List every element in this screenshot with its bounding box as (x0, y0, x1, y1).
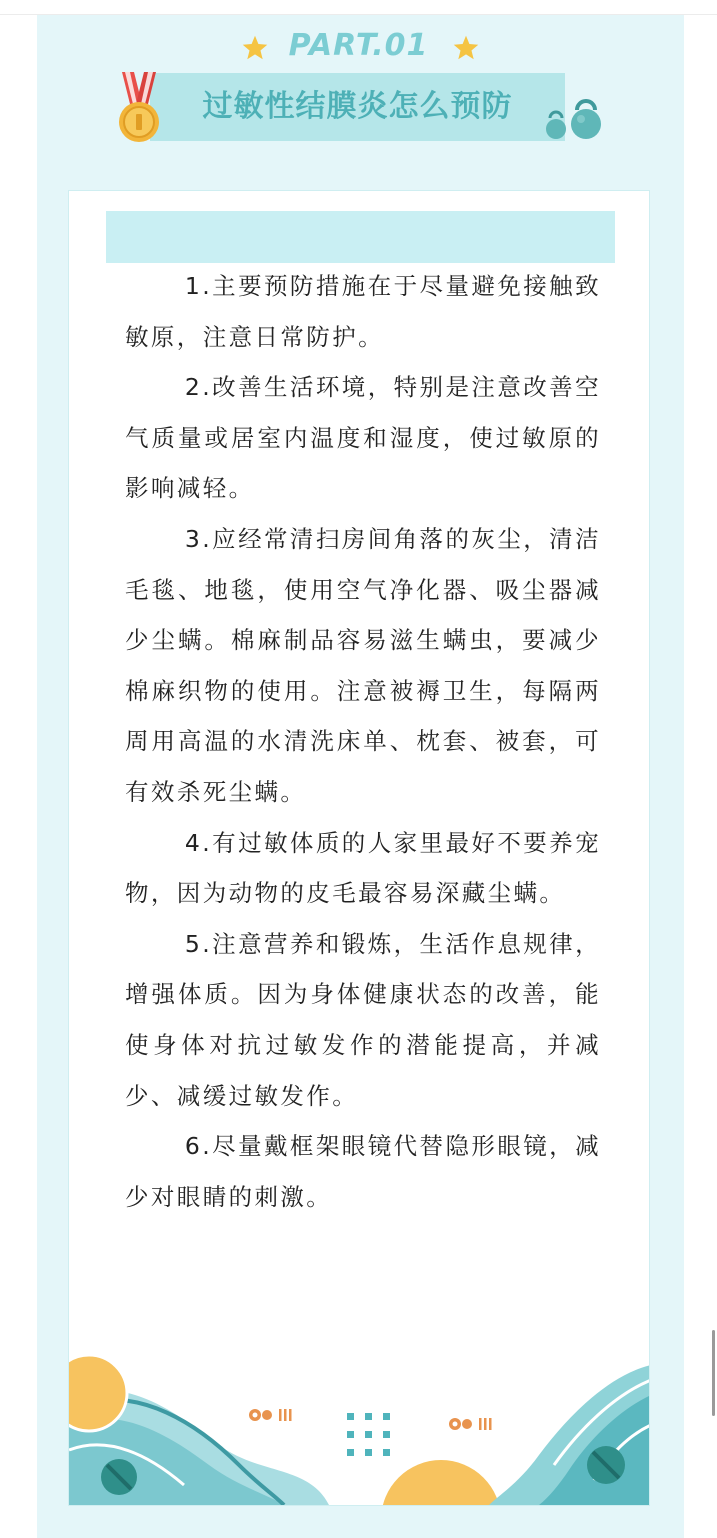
part-label: PART.01 (288, 28, 429, 63)
medal-icon (114, 70, 164, 146)
page-title: 过敏性结膜炎怎么预防 (202, 89, 513, 124)
paragraph: 5.注意营养和锻炼，生活作息规律，增强体质。因为身体健康状态的改善，能使身体对抗过敏发作的潜能提高，并减少、减缓过敏发作。 (125, 929, 601, 1110)
scrollbar[interactable] (712, 1330, 715, 1416)
paragraph: 4.有过敏体质的人家里最好不要养宠物，因为动物的皮毛最容易深藏尘螨。 (125, 828, 601, 908)
kettlebell-icon (540, 96, 604, 142)
paragraph: 1.主要预防措施在于尽量避免接触致敏原，注意日常防护。 (125, 272, 601, 351)
paragraph: 6.尽量戴框架眼镜代替隐形眼镜，减少对眼睛的刺激。 (125, 1132, 601, 1211)
card-header-band (106, 211, 615, 263)
footer-decoration (69, 1355, 650, 1505)
paragraph: 2.改善生活环境，特别是注意改善空气质量或居室内温度和湿度，使过敏原的影响减轻。 (125, 373, 601, 503)
content-card (68, 190, 650, 1506)
article-body (125, 261, 601, 1222)
paragraph: 3.应经常清扫房间角落的灰尘，清洁毛毯、地毯，使用空气净化器、吸尘器减少尘螨。棉麻制品容易滋生螨虫，要减少棉麻织物的使用。注意被褥卫生，每隔两周用高温的水清洗床单、枕套、被套，可有效杀死尘螨。 (125, 524, 601, 806)
